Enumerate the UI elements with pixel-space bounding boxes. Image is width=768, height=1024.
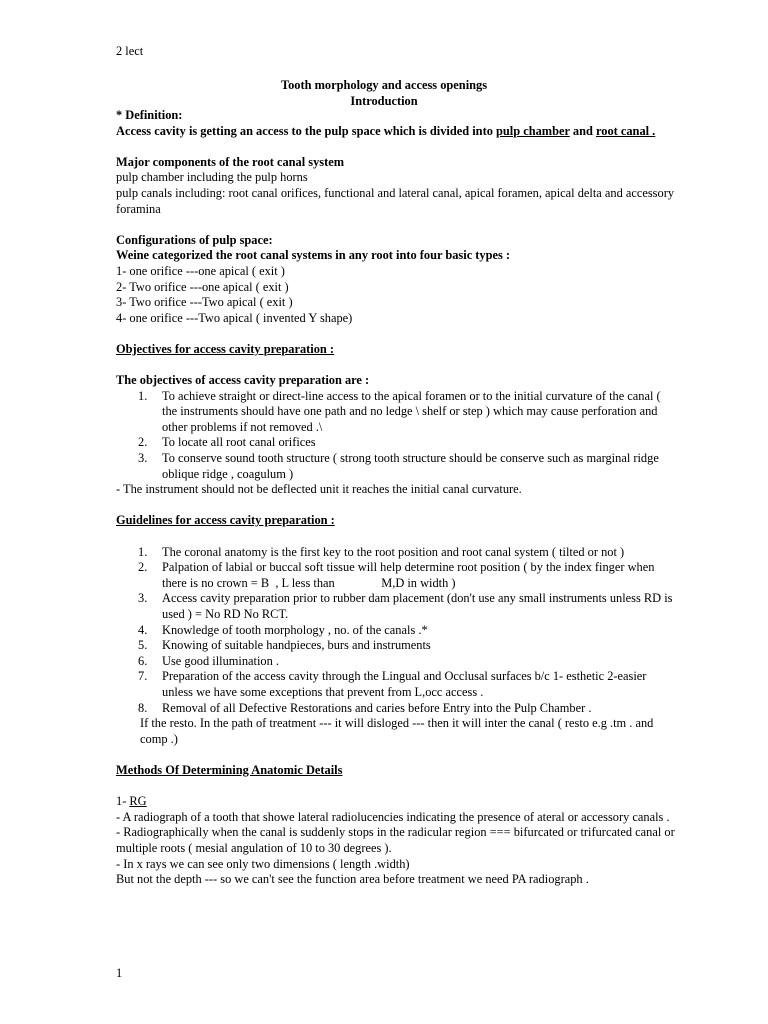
resto-note: If the resto. In the path of treatment --- it will disloged --- then it will inter the canal ( resto e.g .tm . and comp .) [140, 716, 654, 746]
components-line-2: pulp canals including: root canal orifices, functional and lateral canal, apical foramen, apical delta and accessory foramina [116, 185, 675, 216]
config-type-1: 1- one orifice ---one apical ( exit ) [116, 263, 285, 278]
definition-text [116, 124, 676, 140]
list-item [116, 389, 676, 436]
list-item-text: To locate all root canal orifices [162, 435, 316, 450]
configurations-heading: Configurations of pulp space: [116, 232, 273, 247]
definition-heading: * Definition: [116, 108, 183, 122]
list-number: 2. [138, 560, 148, 575]
list-item-text: Knowing of suitable handpieces, burs and instruments [162, 638, 431, 653]
page-number: 1 [116, 966, 123, 980]
methods-line-4: But not the depth --- so we can't see the function area before treatment we need PA radiograph . [116, 872, 589, 887]
list-number: 2. [138, 435, 148, 450]
rg-label: RG [129, 794, 147, 809]
list-item-text: Knowledge of tooth morphology , no. of the canals .* [162, 622, 428, 637]
components-line-1: pulp chamber including the pulp horns [116, 170, 308, 185]
list-number: 3. [138, 451, 148, 466]
list-item-text: Preparation of the access cavity through the Lingual and Occlusal surfaces b/c 1- esthetic 2-easier unless we have some exceptions that prevent from L,occ access . [162, 669, 666, 699]
list-number: 1. [138, 388, 148, 403]
objectives-list [116, 389, 676, 483]
list-number: 7. [138, 669, 148, 684]
list-item-text: The coronal anatomy is the first key to the root position and root canal system ( tilted or not ) [162, 544, 625, 559]
list-item-text: Removal of all Defective Restorations and caries before Entry into the Pulp Chamber . [162, 700, 592, 715]
list-number: 5. [138, 638, 148, 653]
document-subtitle: Introduction [350, 93, 418, 108]
config-type-3: 3- Two orifice ---Two apical ( exit ) [116, 295, 293, 310]
methods-heading: Methods Of Determining Anatomic Details [116, 762, 343, 777]
list-item [116, 701, 676, 717]
objectives-heading: Objectives for access cavity preparation : [116, 341, 335, 356]
rg-heading [116, 794, 676, 810]
configurations-subheading: Weine categorized the root canal systems in any root into four basic types : [116, 248, 511, 263]
list-item [116, 560, 676, 591]
definition-text-mid: and [569, 123, 596, 138]
list-number: 6. [138, 653, 148, 668]
objectives-subheading: The objectives of access cavity preparation are : [116, 373, 370, 388]
methods-line-3: - In x rays we can see only two dimensions ( length .width) [116, 856, 410, 871]
list-number: 1. [138, 544, 148, 559]
list-item [116, 591, 676, 622]
list-item-text: To achieve straight or direct-line access to the apical foramen or to the initial curvature of the canal ( the instruments should have one path and no ledge \ shelf or step ) which may cause perforation and other problems if not removed .\ [162, 388, 661, 434]
list-item [116, 654, 676, 670]
guidelines-heading: Guidelines for access cavity preparation : [116, 513, 335, 528]
config-type-4: 4- one orifice ---Two apical ( invented Y shape) [116, 310, 353, 325]
document-body [116, 108, 676, 888]
list-number: 4. [138, 622, 148, 637]
lecture-header: 2 lect [116, 44, 144, 58]
list-number: 8. [138, 700, 148, 715]
list-item-text: Use good illumination . [162, 653, 280, 668]
list-item [116, 669, 676, 700]
list-item-text: To conserve sound tooth structure ( strong tooth structure should be conserve such as marginal ridge oblique ridge , coagulum ) [162, 451, 659, 481]
term-root-canal: root canal . [595, 123, 656, 138]
rg-number: 1- [116, 794, 130, 809]
methods-line-1: - A radiograph of a tooth that showe lateral radiolucencies indicating the presence of ateral or accessory canals . [116, 809, 670, 824]
list-item-text: Access cavity preparation prior to rubber dam placement (don't use any small instruments unless RD is used ) = No RD No RCT. [162, 591, 673, 621]
objectives-note: - The instrument should not be deflected unit it reaches the initial canal curvature. [116, 482, 522, 497]
list-item [116, 638, 676, 654]
components-heading: Major components of the root canal system [116, 154, 345, 169]
list-item [116, 451, 676, 482]
config-type-2: 2- Two orifice ---one apical ( exit ) [116, 279, 289, 294]
definition-text-pre: Access cavity is getting an access to the pulp space which is divided into [116, 123, 496, 138]
list-number: 3. [138, 591, 148, 606]
list-item [116, 435, 676, 451]
title-block [0, 78, 768, 109]
document-title: Tooth morphology and access openings [280, 78, 488, 92]
list-item [116, 623, 676, 639]
list-item [116, 545, 676, 561]
list-item-text: Palpation of labial or buccal soft tissue will help determine root position ( by the index finger when there is no crown = B , L less than M,D in width ) [162, 560, 658, 590]
term-pulp-chamber: pulp chamber [495, 123, 570, 138]
guidelines-list [116, 545, 676, 717]
methods-line-2: - Radiographically when the canal is suddenly stops in the radicular region === bifurcated or trifurcated canal or multiple roots ( mesial angulation of 10 to 30 degrees ). [116, 825, 675, 855]
